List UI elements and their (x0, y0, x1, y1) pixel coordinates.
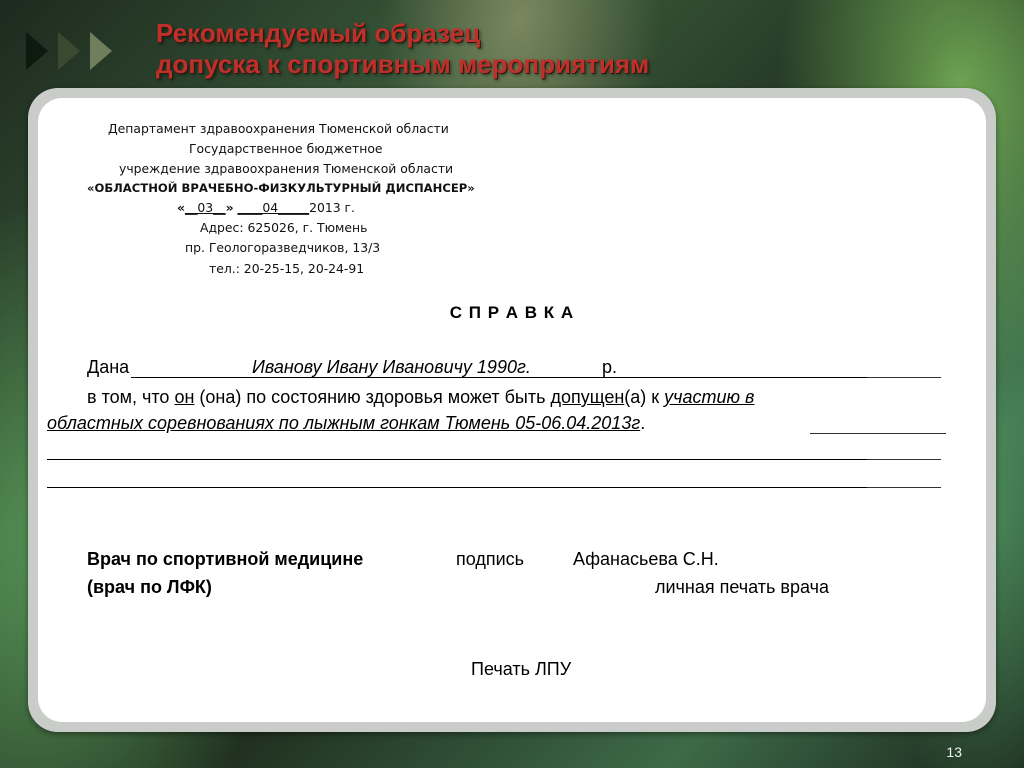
body-admitted: допущен (550, 387, 625, 407)
triple-arrow-icon (24, 28, 124, 74)
body-part3: (а) к (624, 387, 665, 407)
date-year: 2013 г. (309, 200, 355, 215)
slide-title-line2: допуска к спортивным мероприятиям (156, 49, 650, 79)
slide-title (156, 18, 649, 80)
date-open-quote: « (177, 200, 186, 215)
header-date (177, 200, 355, 215)
header-department: Департамент здравоохранения Тюменской области (108, 121, 449, 136)
doctor-role: Врач по спортивной медицине (87, 549, 364, 569)
fill-line-blank-2 (47, 487, 867, 488)
personal-stamp-label: личная печать врача (655, 577, 829, 597)
fill-line-blank-2-tail (867, 487, 941, 488)
header-institution-type: Государственное бюджетное (189, 141, 383, 156)
play-arrow-icon (26, 32, 48, 70)
slide-title-line1: Рекомендуемый образец (156, 18, 481, 48)
page-number: 13 (946, 744, 962, 760)
doctor-name: Афанасьева С.Н. (573, 549, 719, 569)
body-event-b: областных соревнованиях по лыжным гонкам Тюмень 05-06.04.2013г (47, 413, 641, 433)
header-dispensary: «ОБЛАСТНОЙ ВРАЧЕБНО-ФИЗКУЛЬТУРНЫЙ ДИСПАНСЕР» (87, 181, 475, 195)
institution-stamp-label: Печать ЛПУ (471, 659, 572, 679)
fill-line-event-tail (810, 433, 946, 434)
issued-name: Иванову Ивану Ивановичу 1990г. (252, 357, 531, 377)
fill-line-issued (131, 377, 867, 378)
date-close-quote: » (225, 200, 234, 215)
fill-line-blank-1-tail (867, 459, 941, 460)
header-institution: учреждение здравоохранения Тюменской области (119, 161, 454, 176)
body-part2: (она) по состоянию здоровья может быть (194, 387, 551, 407)
header-address: Адрес: 625026, г. Тюмень (200, 220, 368, 235)
date-day: __03__ (185, 200, 226, 215)
play-arrow-icon (90, 32, 112, 70)
body-line-1 (87, 386, 754, 408)
body-event-a: участию в (664, 387, 755, 407)
doctor-role-alt: (врач по ЛФК) (87, 577, 212, 597)
fill-line-issued-tail (867, 377, 941, 378)
issued-label: Дана (87, 357, 130, 377)
header-street: пр. Геологоразведчиков, 13/3 (185, 240, 381, 255)
body-line-2 (47, 412, 645, 434)
issued-suffix: р. (602, 357, 618, 377)
fill-line-blank-1 (47, 459, 867, 460)
body-he: он (174, 387, 195, 407)
signature-label: подпись (456, 549, 525, 569)
date-month: ____04_____ (237, 200, 310, 215)
header-phone: тел.: 20-25-15, 20-24-91 (209, 261, 365, 276)
body-part1: в том, что (87, 387, 175, 407)
body-event-dot: . (640, 413, 646, 433)
document-title: С П Р А В К А (449, 303, 575, 322)
play-arrow-icon (58, 32, 80, 70)
